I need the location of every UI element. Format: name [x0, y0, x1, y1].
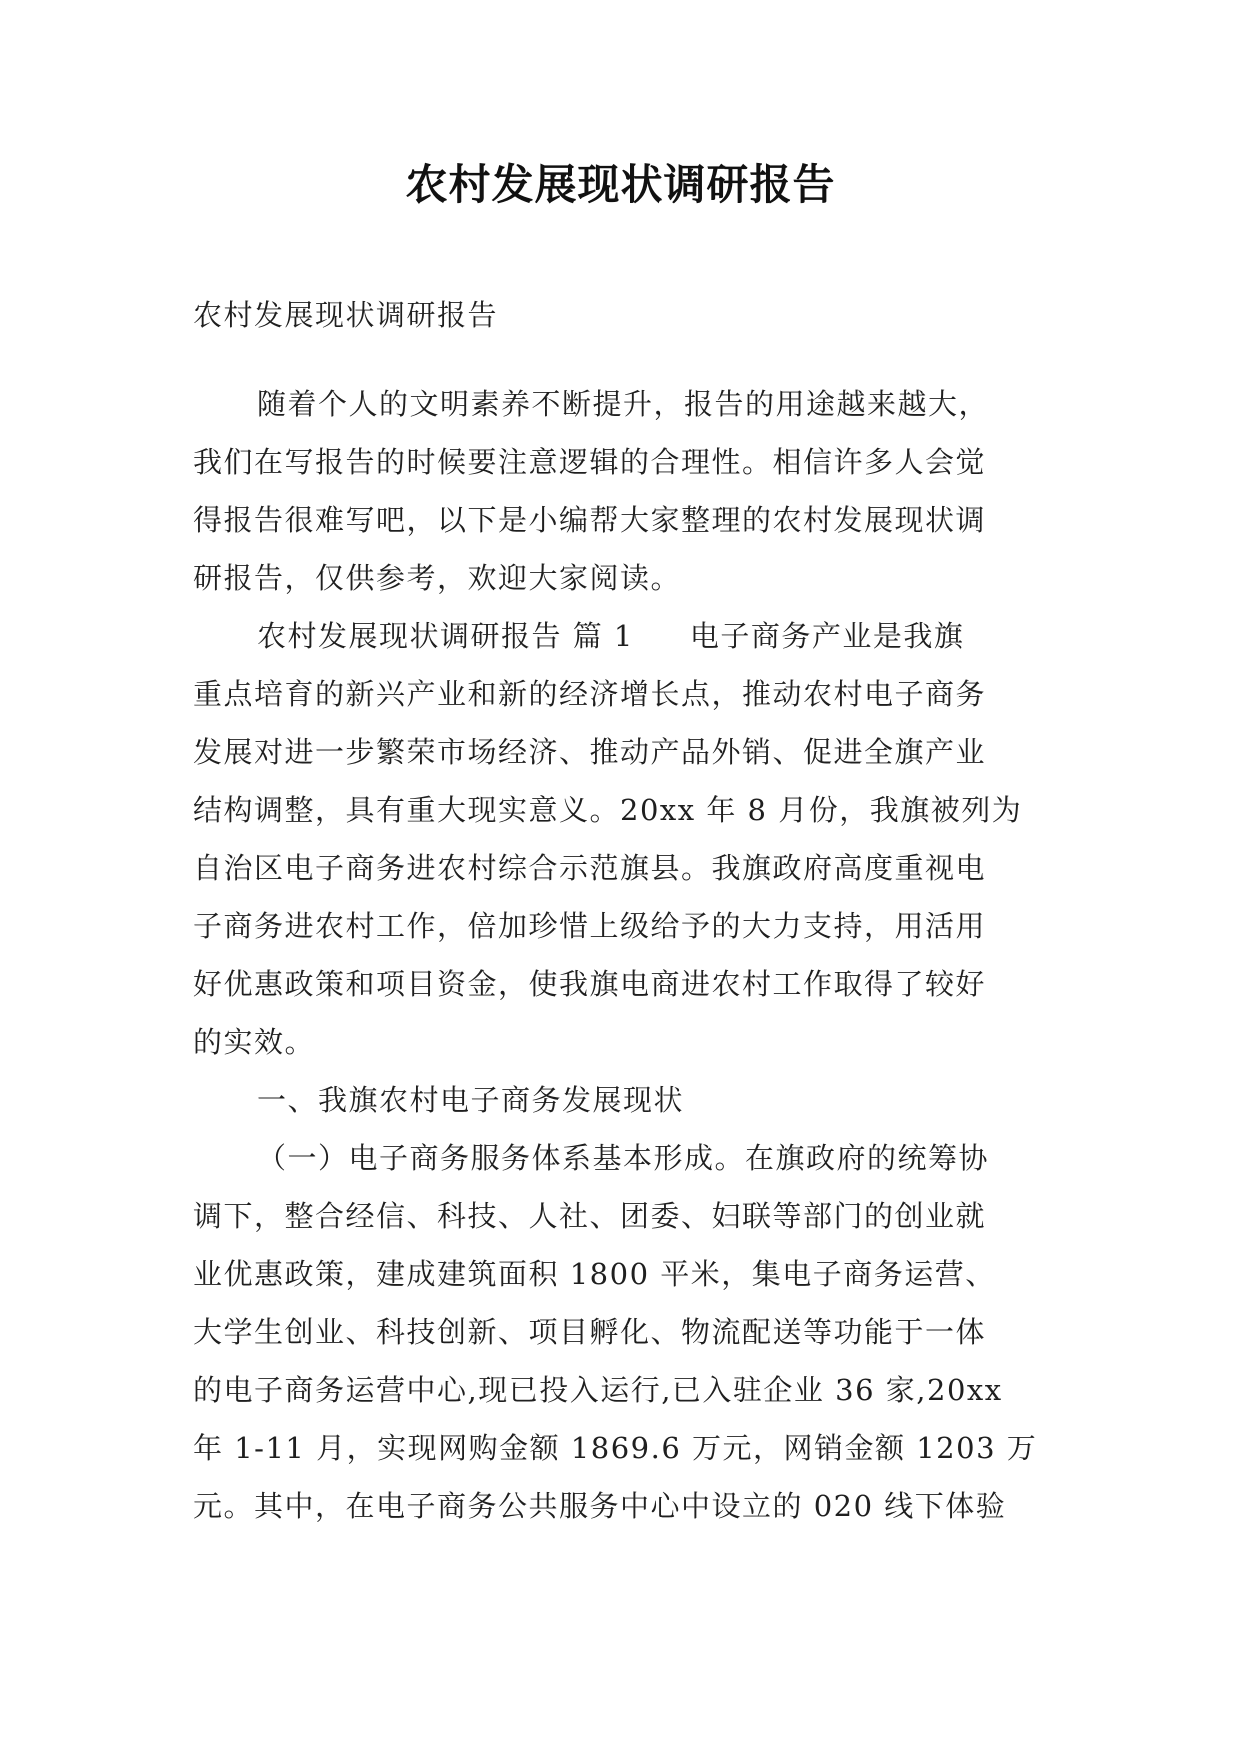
section1-line: 重点培育的新兴产业和新的经济增长点，推动农村电子商务	[193, 677, 987, 711]
intro-line: 我们在写报告的时候要注意逻辑的合理性。相信许多人会觉	[193, 445, 987, 479]
intro-line: 研报告，仅供参考，欢迎大家阅读。	[193, 561, 682, 595]
section1-line: 子商务进农村工作，倍加珍惜上级给予的大力支持，用活用	[193, 909, 987, 943]
section-heading: 一、我旗农村电子商务发展现状	[257, 1083, 685, 1117]
section1-paragraph	[193, 607, 1053, 1071]
heading-one-block	[193, 1071, 1053, 1129]
section1-line: 自治区电子商务进农村综合示范旗县。我旗政府高度重视电	[193, 851, 987, 885]
intro-line: 随着个人的文明素养不断提升，报告的用途越来越大，	[257, 387, 990, 421]
subsection1-line: 调下，整合经信、科技、人社、团委、妇联等部门的创业就	[193, 1199, 987, 1233]
document-subtitle: 农村发展现状调研报告	[193, 298, 499, 332]
subsection1-line: 元。其中，在电子商务公共服务中心中设立的 020 线下体验	[193, 1489, 1007, 1523]
section1-line: 发展对进一步繁荣市场经济、推动产品外销、促进全旗产业	[193, 735, 987, 769]
subsection1-line: 的电子商务运营中心,现已投入运行,已入驻企业 36 家,20xx	[193, 1373, 1003, 1407]
intro-paragraph	[193, 375, 1053, 607]
subsection1-line: （一）电子商务服务体系基本形成。在旗政府的统筹协	[257, 1141, 990, 1175]
section1-line: 好优惠政策和项目资金，使我旗电商进农村工作取得了较好	[193, 967, 987, 1001]
subsection1-line: 大学生创业、科技创新、项目孵化、物流配送等功能于一体	[193, 1315, 987, 1349]
document-title: 农村发展现状调研报告	[405, 160, 836, 209]
section1-line: 的实效。	[193, 1025, 316, 1059]
subsection1-line: 业优惠政策，建成建筑面积 1800 平米，集电子商务运营、	[193, 1257, 996, 1291]
intro-line: 得报告很难写吧，以下是小编帮大家整理的农村发展现状调	[193, 503, 987, 537]
section1-first-text: 电子商务产业是我旗	[689, 619, 965, 653]
subsection1-line: 年 1-11 月，实现网购金额 1869.6 万元，网销金额 1203 万	[193, 1431, 1038, 1465]
section1-first-line	[193, 607, 1053, 665]
subsection1-paragraph	[193, 1129, 1053, 1535]
section1-line: 结构调整，具有重大现实意义。20xx 年 8 月份，我旗被列为	[193, 793, 1023, 827]
section1-heading: 农村发展现状调研报告 篇 1	[257, 619, 634, 653]
